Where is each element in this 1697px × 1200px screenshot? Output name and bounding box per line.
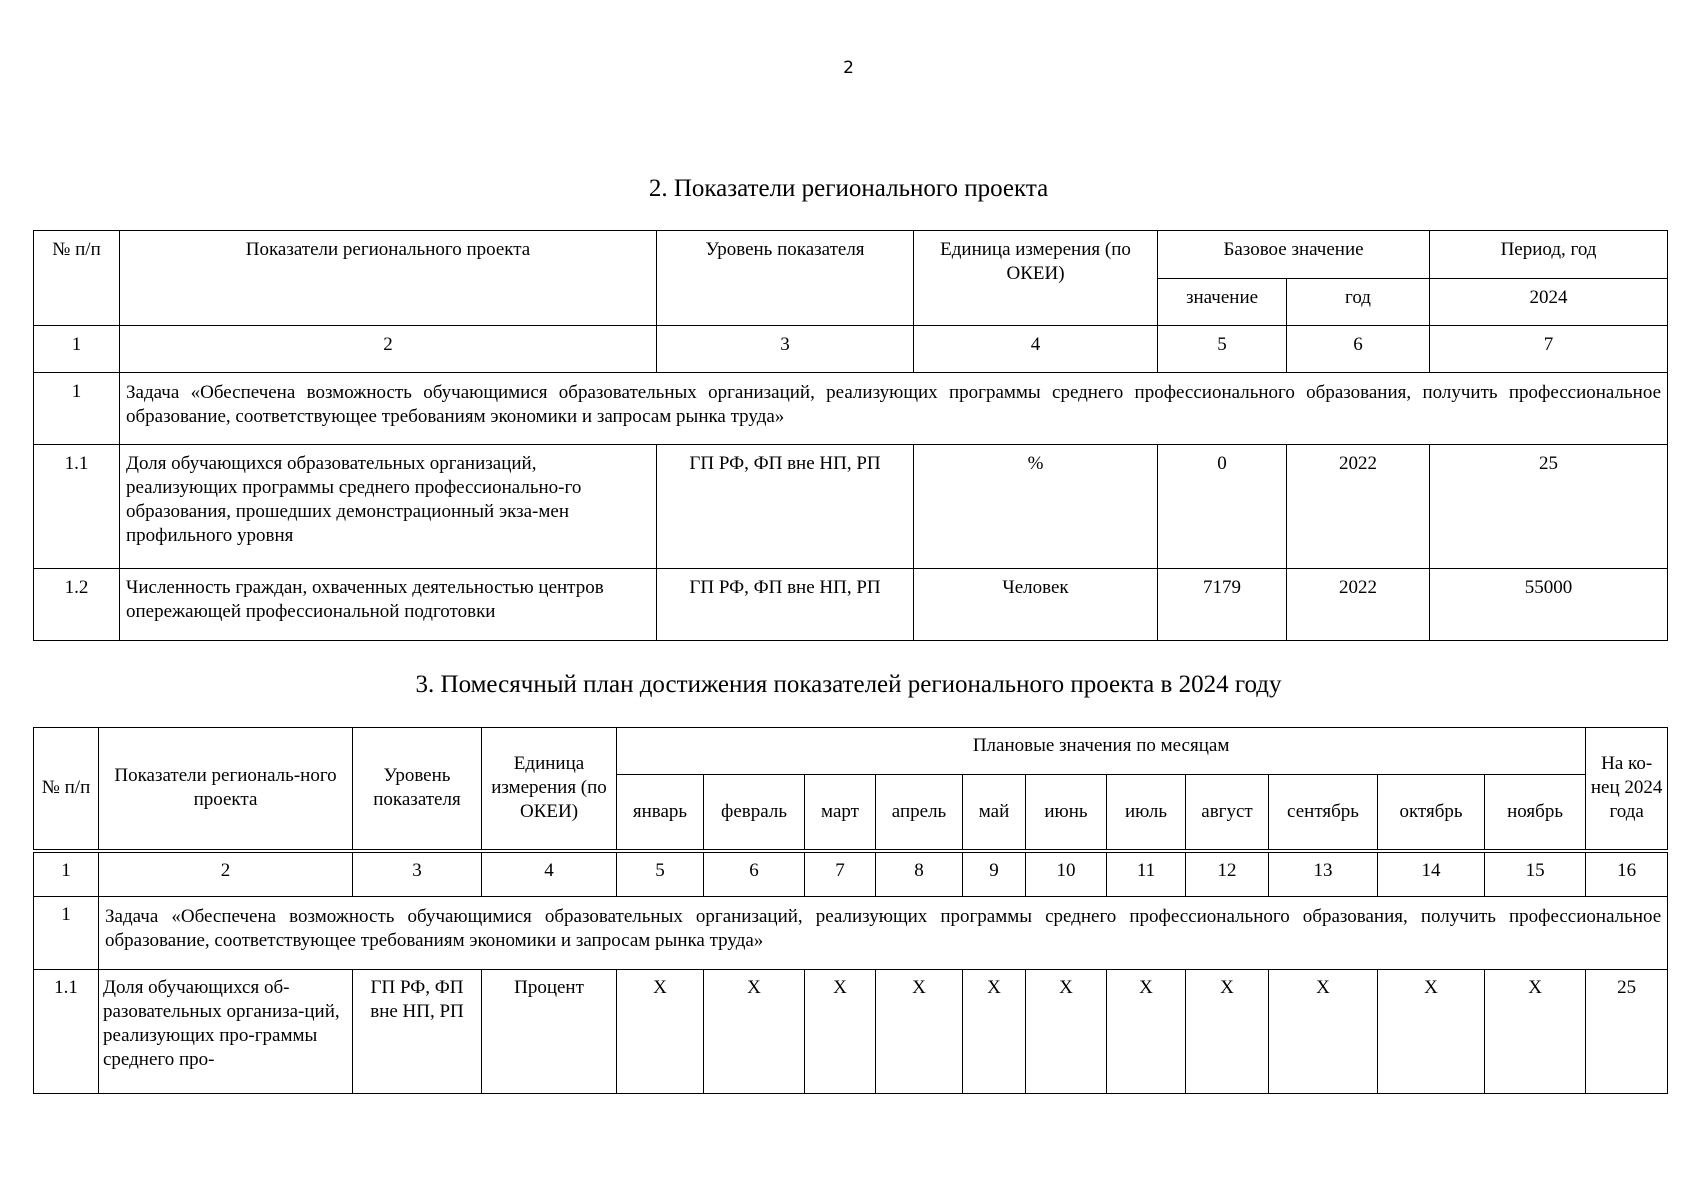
- row-month-value: X: [1485, 970, 1586, 1094]
- header-planned: Плановые значения по месяцам: [617, 728, 1586, 775]
- col-number: 13: [1269, 851, 1378, 897]
- row-month-value: X: [617, 970, 704, 1094]
- header-period: Период, год: [1430, 231, 1668, 279]
- col-number: 4: [482, 851, 617, 897]
- col-number: 3: [657, 326, 914, 373]
- row-base-value: 0: [1158, 445, 1287, 569]
- month-header: сентябрь: [1269, 775, 1378, 851]
- row-period-value: 55000: [1430, 569, 1668, 641]
- row-indicator: Численность граждан, охваченных деятельностью центров опережающей профессиональной подготовки: [120, 569, 657, 641]
- col-number: 15: [1485, 851, 1586, 897]
- month-header: октябрь: [1378, 775, 1485, 851]
- col-number: 16: [1586, 851, 1668, 897]
- row-month-value: X: [805, 970, 876, 1094]
- header-base-year: год: [1287, 279, 1430, 326]
- row-period-value: 25: [1430, 445, 1668, 569]
- month-header: январь: [617, 775, 704, 851]
- month-header: февраль: [704, 775, 805, 851]
- row-month-value: X: [1107, 970, 1186, 1094]
- month-header: ноябрь: [1485, 775, 1586, 851]
- header-unit: Единица измерения (по ОКЕИ): [914, 231, 1158, 326]
- col-number: 4: [914, 326, 1158, 373]
- col-number: 3: [353, 851, 482, 897]
- row-num: 1.1: [34, 445, 120, 569]
- row-month-value: X: [1269, 970, 1378, 1094]
- col-number: 1: [34, 851, 99, 897]
- row-month-value: X: [876, 970, 963, 1094]
- header-level: Уровень показателя: [353, 728, 482, 851]
- header-level: Уровень показателя: [657, 231, 914, 326]
- col-number: 5: [1158, 326, 1287, 373]
- task-text: Задача «Обеспечена возможность обучающимися образовательных организаций, реализующих программы среднего профессионального образования, получить профессиональное образование, соответствующее требованиям экономики и запросам рынка труда»: [99, 897, 1668, 970]
- monthly-plan-table: [33, 727, 1668, 1094]
- month-header: август: [1186, 775, 1269, 851]
- header-indicator: Показатели регионального проекта: [120, 231, 657, 326]
- col-number: 8: [876, 851, 963, 897]
- header-base: Базовое значение: [1158, 231, 1430, 279]
- header-period-year: 2024: [1430, 279, 1668, 326]
- indicators-table: [33, 230, 1668, 641]
- header-num: № п/п: [34, 728, 99, 851]
- col-number: 6: [1287, 326, 1430, 373]
- table-row: [34, 445, 1668, 569]
- row-indicator: Доля обучающихся образовательных организаций, реализующих программы среднего профессионально-го образования, прошедших демонстрационный экза-мен профильного уровня: [120, 445, 657, 569]
- col-number: 11: [1107, 851, 1186, 897]
- column-numbers-row: [34, 851, 1668, 897]
- task-text: Задача «Обеспечена возможность обучающимися образовательных организаций, реализующих программы среднего профессионального образования, получить профессиональное образование, соответствующее требованиям экономики и запросам рынка труда»: [120, 373, 1668, 445]
- col-number: 14: [1378, 851, 1485, 897]
- task-row: [34, 373, 1668, 445]
- col-number: 6: [704, 851, 805, 897]
- col-number: 1: [34, 326, 120, 373]
- task-row: [34, 897, 1668, 970]
- table-row: [34, 970, 1668, 1094]
- section-3-title: 3. Помесячный план достижения показателей регионального проекта в 2024 году: [415, 671, 1282, 698]
- row-unit: %: [914, 445, 1158, 569]
- month-header: март: [805, 775, 876, 851]
- header-end-of-year: На ко-нец 2024 года: [1586, 728, 1668, 851]
- section-2-title: 2. Показатели регионального проекта: [648, 175, 1049, 202]
- table-row: [34, 569, 1668, 641]
- month-header: июнь: [1026, 775, 1107, 851]
- col-number: 12: [1186, 851, 1269, 897]
- col-number: 2: [120, 326, 657, 373]
- month-header: май: [963, 775, 1026, 851]
- row-unit: Человек: [914, 569, 1158, 641]
- col-number: 7: [805, 851, 876, 897]
- header-row: [34, 231, 1668, 279]
- row-unit: Процент: [482, 970, 617, 1094]
- month-header: июль: [1107, 775, 1186, 851]
- row-level: ГП РФ, ФП вне НП, РП: [657, 569, 914, 641]
- row-month-value: X: [704, 970, 805, 1094]
- task-num: 1: [34, 897, 99, 970]
- row-base-value: 7179: [1158, 569, 1287, 641]
- col-number: 9: [963, 851, 1026, 897]
- row-level: ГП РФ, ФП вне НП, РП: [657, 445, 914, 569]
- header-base-value: значение: [1158, 279, 1287, 326]
- col-number: 2: [99, 851, 353, 897]
- month-header: апрель: [876, 775, 963, 851]
- row-month-value: X: [1378, 970, 1485, 1094]
- task-num: 1: [34, 373, 120, 445]
- col-number: 10: [1026, 851, 1107, 897]
- row-num: 1.1: [34, 970, 99, 1094]
- page-number: 2: [843, 58, 854, 78]
- header-row: [34, 728, 1668, 775]
- row-month-value: X: [1186, 970, 1269, 1094]
- col-number: 5: [617, 851, 704, 897]
- column-numbers-row: [34, 326, 1668, 373]
- header-num: № п/п: [34, 231, 120, 326]
- header-unit: Единица измерения (по ОКЕИ): [482, 728, 617, 851]
- row-base-year: 2022: [1287, 445, 1430, 569]
- row-month-value: X: [1026, 970, 1107, 1094]
- row-level: ГП РФ, ФП вне НП, РП: [353, 970, 482, 1094]
- row-month-value: X: [963, 970, 1026, 1094]
- row-num: 1.2: [34, 569, 120, 641]
- row-base-year: 2022: [1287, 569, 1430, 641]
- row-indicator: Доля обучающихся об-разовательных организа-ций, реализующих про-граммы среднего про-: [99, 970, 353, 1094]
- col-number: 7: [1430, 326, 1668, 373]
- header-indicator: Показатели региональ-ного проекта: [99, 728, 353, 851]
- row-end-of-year: 25: [1586, 970, 1668, 1094]
